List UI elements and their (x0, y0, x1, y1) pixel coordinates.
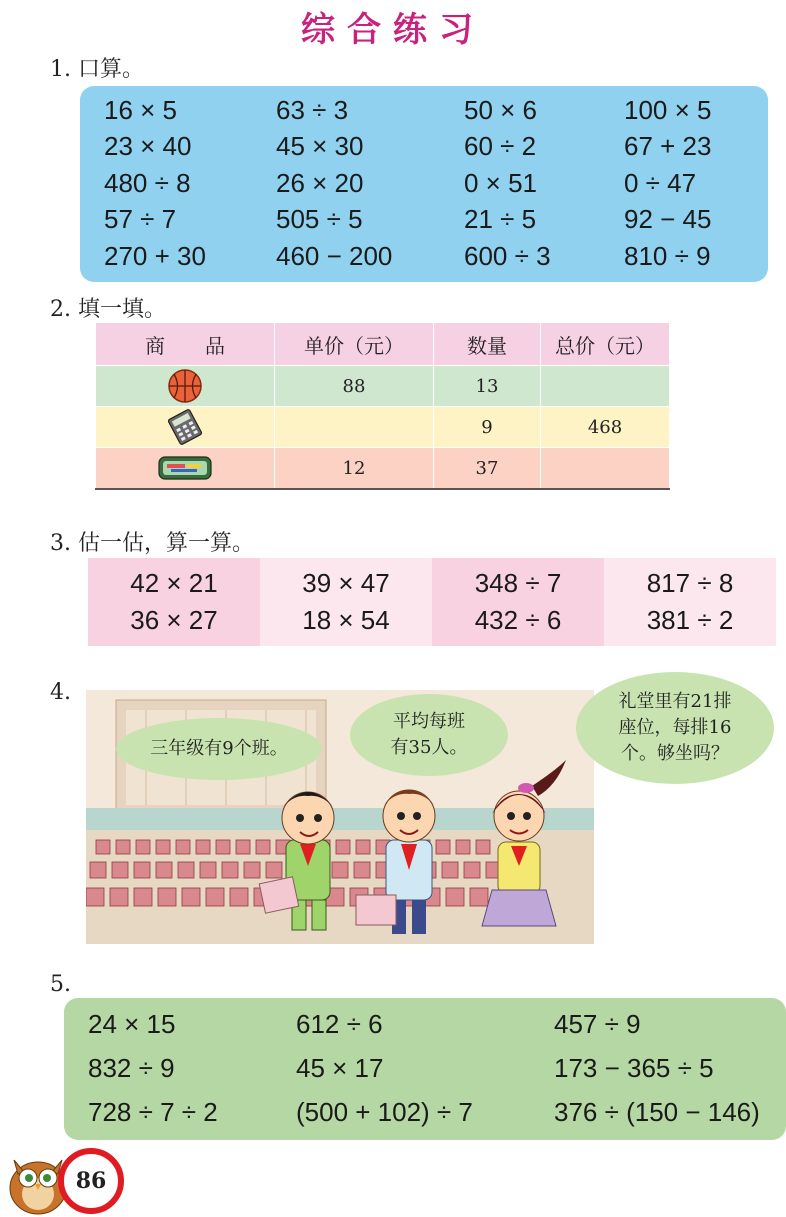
mixed-calc-item: 728 ÷ 7 ÷ 2 (88, 1096, 218, 1127)
quantity-cell: 9 (434, 407, 541, 448)
section-3-label: 3. 估一估，算一算。 (50, 531, 254, 556)
oral-calc-item: 26 × 20 (276, 167, 364, 198)
oral-calc-item: 600 ÷ 3 (464, 240, 551, 271)
mixed-calc-grid (88, 1002, 778, 1134)
bubble-line: 礼堂里有21排 (618, 691, 732, 712)
price-table (95, 322, 670, 490)
bubble-line: 三年级有9个班。 (150, 738, 288, 759)
bubble-line: 平均每班 (393, 711, 465, 732)
goods-cell (96, 407, 275, 448)
pencil-case-icon (157, 453, 213, 483)
goods-cell (96, 448, 275, 490)
quantity-cell: 37 (434, 448, 541, 490)
estimate-item: 432 ÷ 6 (474, 605, 562, 635)
goods-cell (96, 366, 275, 407)
table-row (96, 407, 670, 448)
oral-calc-item: 270 + 30 (104, 240, 206, 271)
basketball-icon (167, 368, 203, 404)
mixed-calc-panel (64, 998, 786, 1140)
page-title: 综合练习 (301, 10, 485, 50)
mixed-calc-item: 612 ÷ 6 (296, 1008, 383, 1039)
mixed-calc-item: 376 ÷ (150 − 146) (554, 1096, 760, 1127)
mixed-calc-item: 24 × 15 (88, 1008, 176, 1039)
oral-calc-item: 810 ÷ 9 (624, 240, 711, 271)
quantity-cell: 13 (434, 366, 541, 407)
estimate-item: 348 ÷ 7 (474, 568, 562, 598)
oral-calc-item: 100 × 5 (624, 94, 712, 125)
oral-calc-item: 57 ÷ 7 (104, 204, 177, 235)
oral-calc-grid (104, 92, 754, 275)
estimate-item: 817 ÷ 8 (646, 568, 734, 598)
page-number: 86 (58, 1148, 124, 1214)
estimate-item: 36 × 27 (130, 605, 218, 635)
estimate-item: 381 ÷ 2 (646, 605, 734, 635)
speech-bubble-classes (116, 718, 322, 780)
oral-calc-item: 505 ÷ 5 (276, 204, 363, 235)
total-price-cell[interactable] (541, 448, 670, 490)
estimate-column (260, 558, 432, 646)
table-row (96, 448, 670, 490)
header-unit-price: 单价（元） (275, 323, 434, 366)
mixed-calc-item: 457 ÷ 9 (554, 1008, 641, 1039)
estimate-panel (88, 558, 776, 646)
estimate-column (432, 558, 604, 646)
oral-calc-panel (80, 86, 768, 282)
oral-calc-item: 50 × 6 (464, 94, 538, 125)
bubble-line: 有35人。 (390, 737, 468, 758)
unit-price-cell[interactable] (275, 407, 434, 448)
estimate-column (88, 558, 260, 646)
mixed-calc-item: 832 ÷ 9 (88, 1052, 175, 1083)
header-goods: 商 品 (96, 323, 275, 366)
unit-price-cell: 12 (275, 448, 434, 490)
oral-calc-item: 92 − 45 (624, 204, 712, 235)
header-quantity: 数量 (434, 323, 541, 366)
mixed-calc-item: (500 + 102) ÷ 7 (296, 1096, 473, 1127)
oral-calc-item: 0 × 51 (464, 167, 538, 198)
oral-calc-item: 0 ÷ 47 (624, 167, 697, 198)
table-row (96, 366, 670, 407)
oral-calc-item: 63 ÷ 3 (276, 94, 349, 125)
speech-bubble-students (350, 694, 508, 776)
speech-bubble-seats (576, 672, 774, 784)
header-total-price: 总价（元） (541, 323, 670, 366)
section-4-label: 4. (50, 680, 71, 705)
bubble-line: 个。够坐吗？ (621, 743, 729, 764)
mixed-calc-item: 173 − 365 ÷ 5 (554, 1052, 714, 1083)
calculator-icon (165, 409, 205, 445)
estimate-item: 18 × 54 (302, 605, 390, 635)
mixed-calc-item: 45 × 17 (296, 1052, 384, 1083)
section-5-label: 5. (50, 972, 71, 997)
oral-calc-item: 16 × 5 (104, 94, 178, 125)
total-price-cell[interactable] (541, 366, 670, 407)
total-price-cell: 468 (541, 407, 670, 448)
section-2-label: 2. 填一填。 (50, 297, 166, 322)
estimate-column (604, 558, 776, 646)
section-1-label: 1. 口算。 (50, 57, 144, 82)
estimate-item: 42 × 21 (130, 568, 218, 598)
unit-price-cell: 88 (275, 366, 434, 407)
oral-calc-item: 460 − 200 (276, 240, 393, 271)
oral-calc-item: 23 × 40 (104, 131, 192, 162)
oral-calc-item: 60 ÷ 2 (464, 131, 537, 162)
estimate-item: 39 × 47 (302, 568, 390, 598)
oral-calc-item: 45 × 30 (276, 131, 364, 162)
oral-calc-item: 67 + 23 (624, 131, 712, 162)
bubble-line: 座位，每排16 (618, 717, 732, 738)
oral-calc-item: 21 ÷ 5 (464, 204, 537, 235)
oral-calc-item: 480 ÷ 8 (104, 167, 191, 198)
